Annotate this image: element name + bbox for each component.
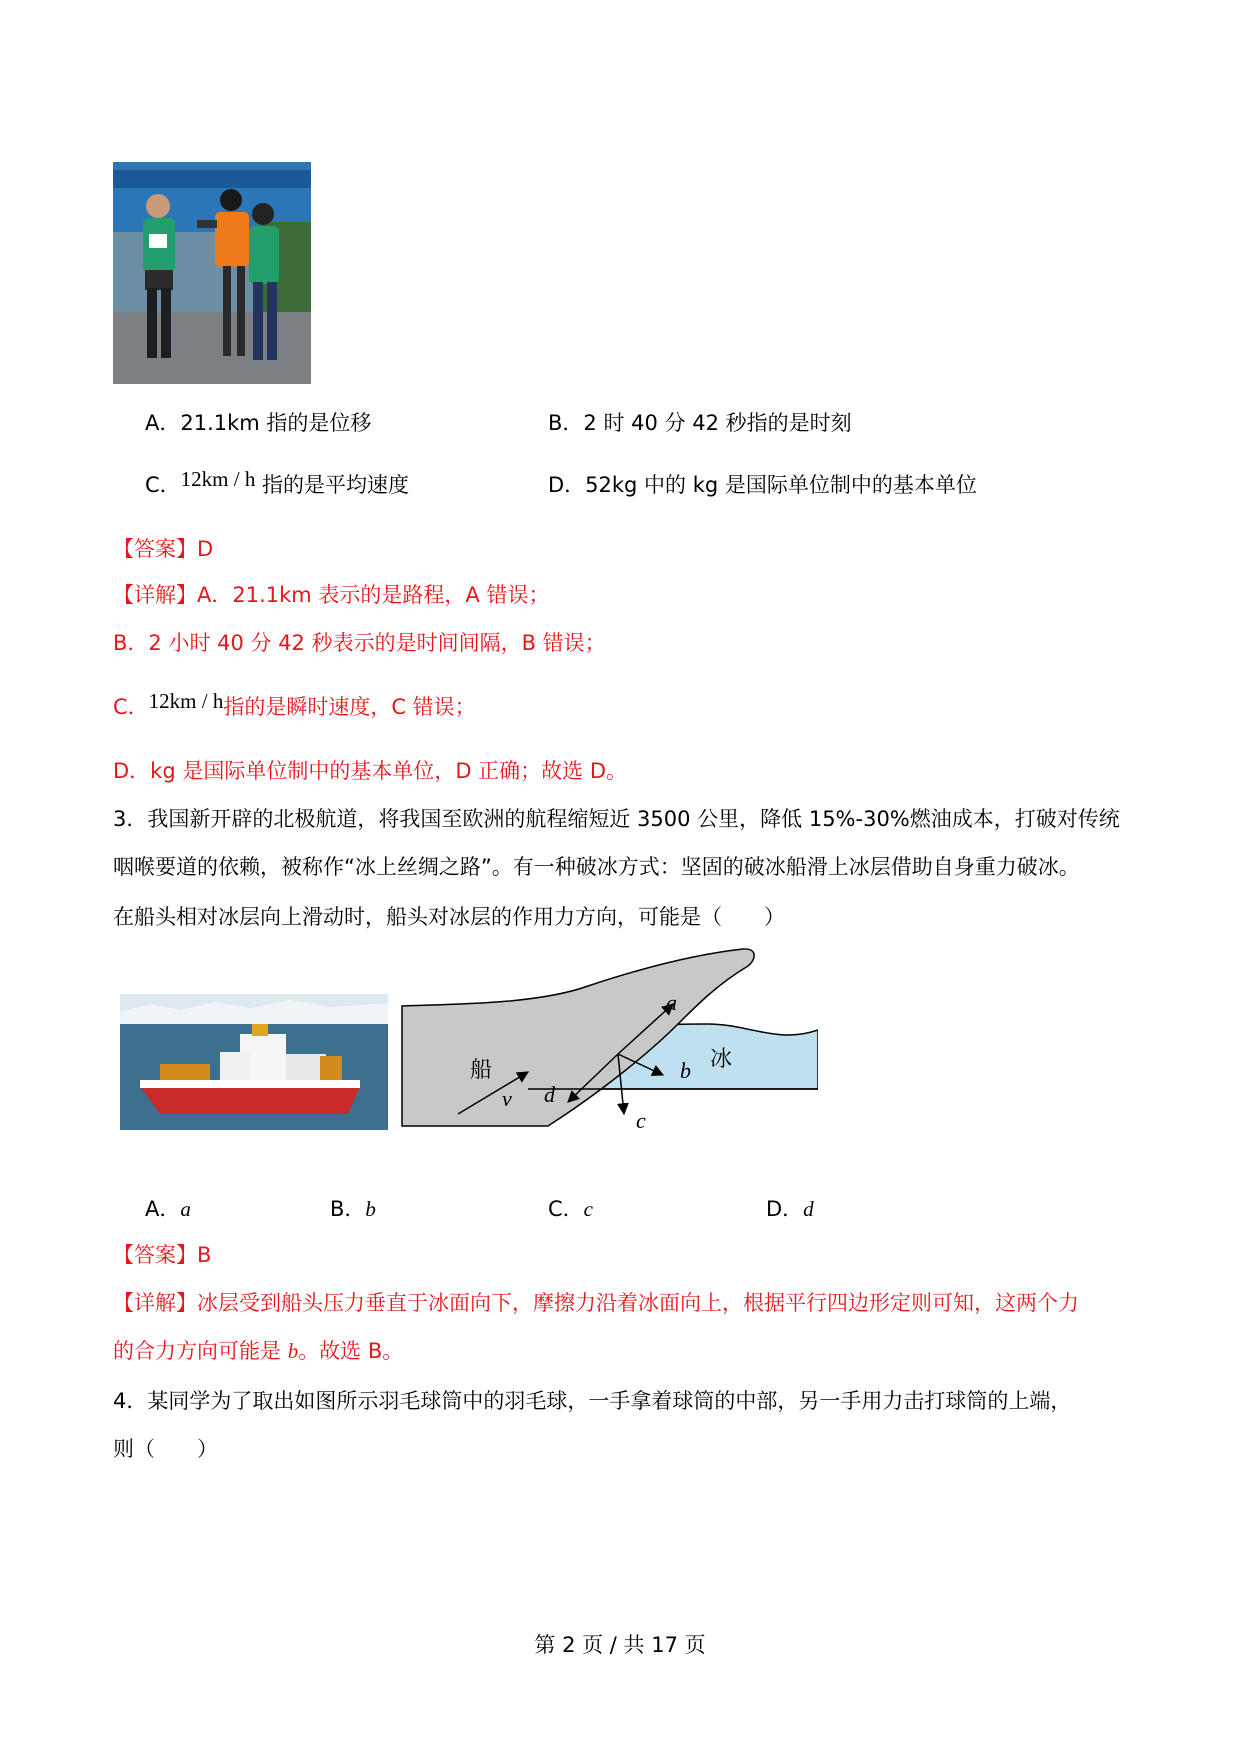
q3-option-c xyxy=(548,1194,593,1224)
option-var: a xyxy=(180,1197,191,1221)
q2-answer: 【答案】D xyxy=(113,537,214,561)
option-letter: A． xyxy=(145,411,181,435)
option-var: b xyxy=(365,1197,376,1221)
q3-stem-line3: 在船头相对冰层向上滑动时，船头对冰层的作用力方向，可能是（ ） xyxy=(113,905,785,929)
label-b: b xyxy=(680,1058,691,1083)
q3-option-b xyxy=(330,1194,376,1224)
option-letter: C． xyxy=(145,473,181,497)
q2-option-c xyxy=(145,467,410,500)
option-letter: B． xyxy=(548,411,584,435)
option-letter: B． xyxy=(330,1197,366,1221)
q3-explanation-line1: 【详解】冰层受到船头压力垂直于冰面向下，摩擦力沿着冰面向上，根据平行四边形定则可知，这两个力 xyxy=(113,1291,1079,1315)
option-var: c xyxy=(583,1197,593,1221)
label-c: c xyxy=(636,1108,646,1133)
explanation-text: 。故选 B。 xyxy=(298,1339,404,1363)
q2-option-a xyxy=(145,408,371,438)
marathon-robot-photo xyxy=(113,162,311,384)
option-var: d xyxy=(803,1197,814,1221)
label-d: d xyxy=(544,1082,555,1107)
q2-option-b xyxy=(548,408,852,438)
q2-option-d xyxy=(548,470,977,500)
explanation-text: 指的是瞬时速度，C 错误； xyxy=(223,695,476,719)
option-letter: A． xyxy=(145,1197,181,1221)
explanation-text: 的合力方向可能是 xyxy=(113,1339,288,1363)
page-footer: 第 2 页 / 共 17 页 xyxy=(534,1633,706,1657)
q3-option-a xyxy=(145,1194,191,1224)
q3-explanation-line2 xyxy=(113,1336,403,1366)
icebreaker-force-diagram xyxy=(398,944,818,1136)
option-text: 52kg 中的 kg 是国际单位制中的基本单位 xyxy=(585,473,977,497)
option-letter: C． xyxy=(548,1197,584,1221)
q2-explanation-line1: 【详解】A．21.1km 表示的是路程，A 错误； xyxy=(113,583,550,607)
option-text: 2 时 40 分 42 秒指的是时刻 xyxy=(583,411,852,435)
q2-explanation-line2: B．2 小时 40 分 42 秒表示的是时间间隔，B 错误； xyxy=(113,631,606,655)
q3-option-d xyxy=(766,1194,814,1224)
q2-explanation-line4: D．kg 是国际单位制中的基本单位，D 正确；故选 D。 xyxy=(113,759,628,783)
q4-stem-line1: 4．某同学为了取出如图所示羽毛球筒中的羽毛球，一手拿着球筒的中部，另一手用力击打球筒的上端， xyxy=(113,1389,1072,1413)
option-letter: D． xyxy=(766,1197,804,1221)
explanation-var: b xyxy=(287,1339,299,1363)
ship-label: 船 xyxy=(470,1058,493,1083)
ice-label: 冰 xyxy=(710,1047,733,1072)
option-text: 21.1km 指的是位移 xyxy=(180,411,372,435)
icebreaker-ship-photo xyxy=(120,994,388,1130)
formula: 12km / h xyxy=(148,689,224,713)
option-letter: C． xyxy=(113,695,149,719)
option-letter: D． xyxy=(548,473,586,497)
formula: 12km / h xyxy=(180,467,256,491)
label-v: v xyxy=(502,1086,512,1111)
q4-stem-line2: 则（ ） xyxy=(113,1437,218,1461)
q3-stem-line2: 咽喉要道的依赖，被称作“冰上丝绸之路”。有一种破冰方式：坚固的破冰船滑上冰层借助自身重力破冰。 xyxy=(113,855,1080,879)
option-text: 指的是平均速度 xyxy=(262,473,410,497)
q2-explanation-line3 xyxy=(113,689,476,722)
q3-answer: 【答案】B xyxy=(113,1243,212,1267)
q3-stem-line1: 3．我国新开辟的北极航道，将我国至欧洲的航程缩短近 3500 公里，降低 15%-30%燃油成本，打破对传统 xyxy=(113,807,1120,831)
label-a: a xyxy=(666,990,677,1015)
